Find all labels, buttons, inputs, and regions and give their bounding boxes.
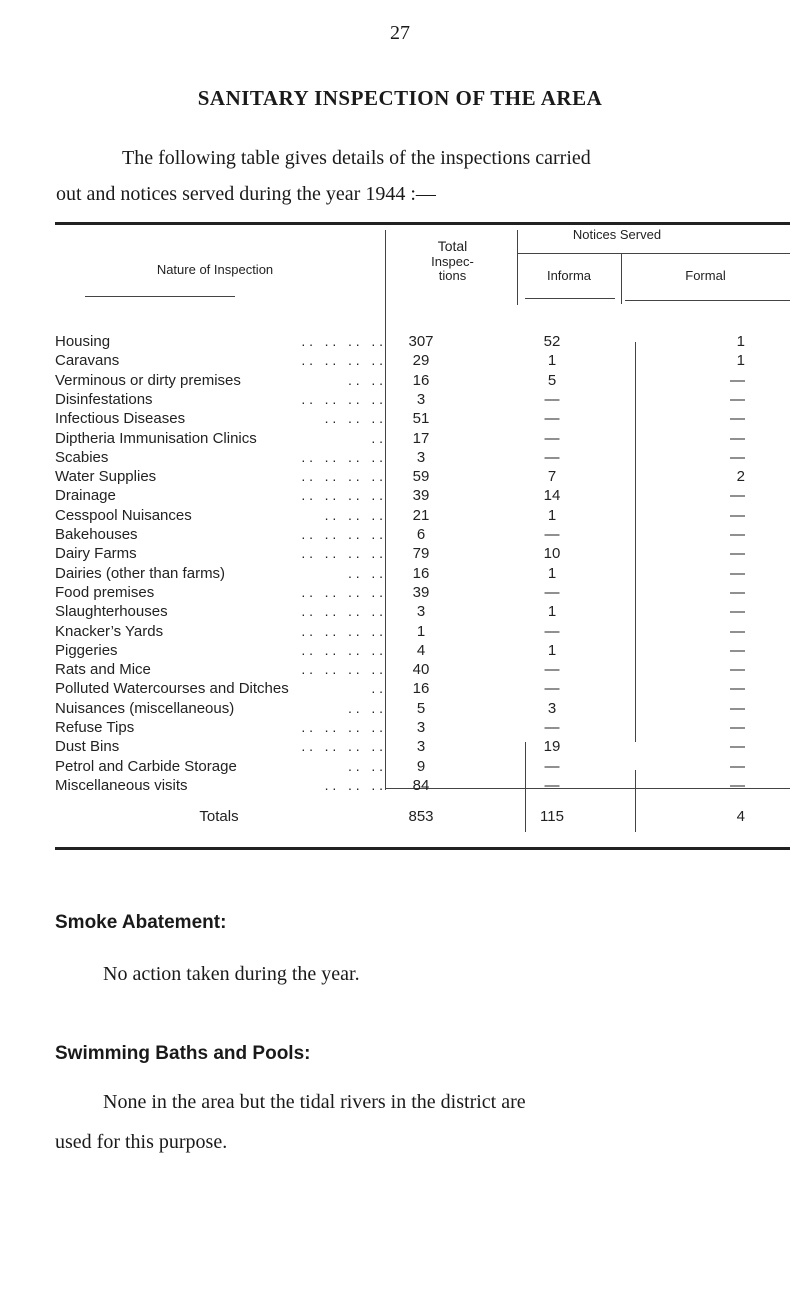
row-total: 29 [412,352,430,370]
row-name: Verminous or dirty premises [55,371,241,389]
row-name: Food premises [55,583,155,601]
row-name: Piggeries [55,641,118,659]
totals-total: 853 [408,808,434,825]
row-formal: — [730,603,745,621]
row-name: Refuse Tips [55,719,135,736]
notices-header-rule [517,253,790,254]
row-leader-dots: . . . . . . . . [301,390,383,407]
table-row [55,468,790,486]
table-row [55,352,790,370]
row-informal: 52 [543,333,561,350]
row-formal: 1 [736,333,745,350]
row-name: Cesspool Nuisances [55,506,192,524]
row-formal: — [730,506,745,524]
row-total: 40 [412,661,430,679]
intro-line-2: out and notices served during the year 1944 :— [56,183,436,205]
table-row [55,738,790,756]
table-row [55,642,790,660]
row-formal: — [730,622,745,640]
row-name: Rats and Mice [55,661,151,679]
row-name: Polluted Watercourses and Ditches [55,680,289,698]
row-name: Dairy Farms [55,545,137,563]
row-formal: — [730,371,745,389]
row-total: 16 [412,564,430,582]
table-row [55,372,790,390]
totals-formal: 4 [736,808,745,825]
row-leader-dots: . . . . . . . . [301,448,383,465]
table-row [55,333,790,351]
swimming-baths-line-2: used for this purpose. [55,1131,228,1153]
row-name: Slaughterhouses [55,603,168,621]
row-name: Miscellaneous visits [55,776,188,794]
row-informal: — [544,429,560,447]
row-formal: — [730,680,745,698]
row-leader-dots: . . . . [347,564,383,581]
row-leader-dots: . . . . . . . . [301,603,383,620]
row-informal: 14 [543,487,561,505]
row-informal: — [544,410,560,428]
totals-informal: 115 [540,808,564,825]
row-leader-dots: . . . . . . . . [301,333,383,349]
row-total: 9 [416,757,426,775]
header-notices-served: Notices Served [572,227,662,242]
row-informal: — [544,448,560,466]
row-leader-dots: . . . . . . . . [301,487,383,504]
row-informal: — [544,680,560,698]
table-row [55,680,790,698]
row-total: 1 [416,622,426,640]
row-total: 16 [412,371,430,389]
intro-line-1: The following table gives details of the inspections carried [122,147,591,169]
row-formal: — [730,719,745,736]
row-leader-dots: . . . . [347,757,383,774]
row-formal: — [730,429,745,447]
row-leader-dots: . . . . . . . . [301,545,383,562]
row-name: Bakehouses [55,526,138,543]
row-leader-dots: . . . . . . . . [301,641,383,658]
row-informal: 1 [547,603,557,621]
row-total: 39 [412,487,430,505]
row-total: 39 [412,583,430,601]
row-formal: — [730,545,745,563]
row-name: Nuisances (miscellaneous) [55,699,235,717]
row-informal: — [544,719,560,736]
row-total: 51 [412,410,430,428]
table-row [55,449,790,467]
swimming-baths-line-1: None in the area but the tidal rivers in the district are [103,1091,526,1113]
row-total: 6 [416,526,426,543]
row-formal: — [730,776,745,794]
swimming-baths-heading: Swimming Baths and Pools: [55,1043,311,1064]
row-informal: 1 [547,564,557,582]
row-informal: — [544,622,560,640]
row-formal: — [730,526,745,543]
row-name: Infectious Diseases [55,410,186,428]
row-formal: — [730,661,745,679]
row-leader-dots: . . [371,680,383,697]
row-formal: — [730,699,745,717]
row-leader-dots: . . . . . . . . [301,468,383,485]
table-row [55,584,790,602]
row-informal: — [544,757,560,775]
table-row [55,526,790,544]
row-informal: — [544,390,560,408]
nature-header-underline [85,296,235,297]
row-formal: — [730,738,745,756]
table-row [55,777,790,795]
row-leader-dots: . . . . . . . . [301,526,383,542]
row-total: 79 [412,545,430,563]
row-leader-dots: . . . . . . . . [301,738,383,755]
row-name: Dairies (other than farms) [55,564,226,582]
row-leader-dots: . . . . . . . . [301,583,383,600]
row-formal: 2 [736,468,745,486]
formal-header-underline [625,300,790,301]
row-total: 307 [408,333,434,350]
informal-header-underline [525,298,615,299]
row-informal: — [544,526,560,543]
intro-paragraph [56,140,746,212]
row-total: 3 [416,719,426,736]
row-formal: — [730,641,745,659]
row-formal: — [730,583,745,601]
row-total: 3 [416,738,426,756]
row-informal: — [544,661,560,679]
row-total: 17 [412,429,430,447]
header-formal: Formal [685,268,726,283]
row-total: 16 [412,680,430,698]
table-row [55,661,790,679]
row-name: Caravans [55,352,120,370]
row-leader-dots: . . . . . . [324,410,383,427]
row-leader-dots: . . . . . . . . [301,622,383,639]
row-formal: — [730,487,745,505]
row-leader-dots: . . . . [347,699,383,716]
row-name: Drainage [55,487,116,505]
table-row [55,391,790,409]
row-informal: — [544,776,560,794]
table-row [55,545,790,563]
row-leader-dots: . . . . . . [324,776,383,793]
row-total: 21 [412,506,430,524]
row-informal: 3 [547,699,557,717]
row-total: 59 [412,468,430,486]
row-formal: — [730,410,745,428]
header-informal: Informa [546,268,592,283]
row-name: Scabies [55,448,109,466]
header-nature: Nature of Inspection [156,262,274,277]
row-formal: 1 [736,352,745,370]
row-formal: — [730,390,745,408]
row-informal: 1 [547,506,557,524]
row-name: Water Supplies [55,468,157,486]
row-name: Dust Bins [55,738,120,756]
row-total: 3 [416,390,426,408]
row-informal: 19 [543,738,561,756]
table-row [55,603,790,621]
row-informal: — [544,583,560,601]
row-total: 4 [416,641,426,659]
row-total: 5 [416,699,426,717]
row-formal: — [730,757,745,775]
table-bottom-rule [55,847,790,850]
row-leader-dots: . . . . . . . . [301,661,383,678]
row-formal: — [730,564,745,582]
table-top-rule [55,222,790,225]
row-total: 3 [416,448,426,466]
row-leader-dots: . . [371,429,383,446]
row-name: Housing [55,333,111,350]
swimming-baths-text [55,1082,775,1162]
smoke-abatement-heading: Smoke Abatement: [55,912,227,933]
row-formal: — [730,448,745,466]
totals-label: Totals [199,808,239,825]
table-row [55,507,790,525]
row-name: Disinfestations [55,390,153,408]
table-row [55,758,790,776]
row-leader-dots: . . . . . . . . [301,719,383,735]
table-row [55,410,790,428]
row-total: 3 [416,603,426,621]
row-name: Knacker’s Yards [55,622,164,640]
header-total: Total Inspec- tions [431,238,474,283]
row-leader-dots: . . . . . . . . [301,352,383,369]
row-leader-dots: . . . . [347,371,383,388]
row-name: Diptheria Immunisation Clinics [55,429,257,447]
table-row [55,565,790,583]
row-informal: 10 [543,545,561,563]
table-row [55,719,790,737]
table-row [55,700,790,718]
row-informal: 5 [547,371,557,389]
page-title: SANITARY INSPECTION OF THE AREA [197,86,603,110]
row-total: 84 [412,776,430,794]
row-informal: 1 [547,641,557,659]
row-informal: 1 [547,352,557,370]
row-leader-dots: . . . . . . [324,506,383,523]
row-informal: 7 [547,468,557,486]
table-row [55,487,790,505]
table-row [55,623,790,641]
row-name: Petrol and Carbide Storage [55,757,237,775]
smoke-abatement-text: No action taken during the year. [103,963,360,985]
table-row [55,430,790,448]
page-number: 27 [390,22,410,44]
